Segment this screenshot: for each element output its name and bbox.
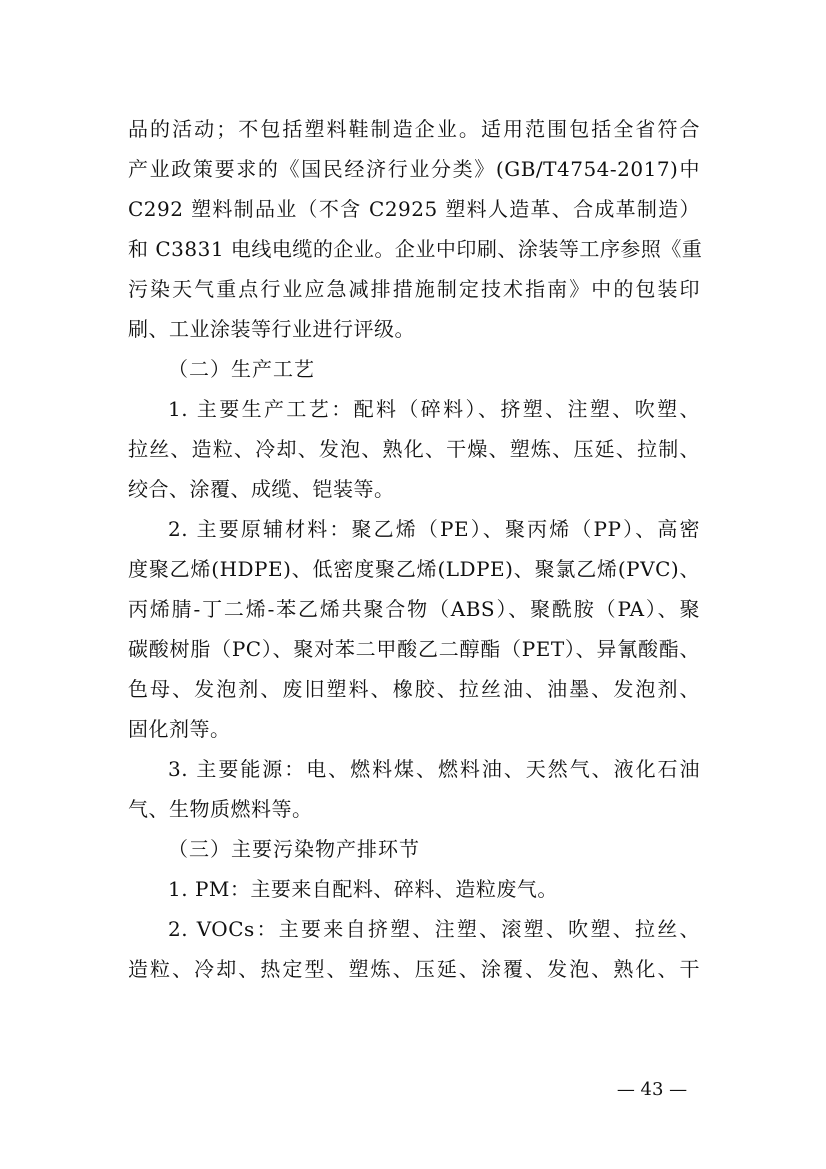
paragraph-line: 绞合、涂覆、成缆、铠装等。 xyxy=(128,477,395,501)
paragraph-line: C292 塑料制品业（不含 C2925 塑料人造革、合成革制造） xyxy=(128,197,700,221)
section-heading: （三）主要污染物产排环节 xyxy=(168,837,420,861)
paragraph-line: 气、生物质燃料等。 xyxy=(128,797,313,821)
paragraph-line: 刷、工业涂装等行业进行评级。 xyxy=(128,317,415,341)
paragraph-line: 丙烯腈-丁二烯-苯乙烯共聚合物（ABS）、聚酰胺（PA）、聚 xyxy=(128,597,700,621)
paragraph-line: 2. 主要原辅材料：聚乙烯（PE）、聚丙烯（PP）、高密 xyxy=(168,517,700,541)
section-heading: （二）生产工艺 xyxy=(168,357,315,381)
paragraph-line: 1. 主要生产工艺：配料（碎料）、挤塑、注塑、吹塑、 xyxy=(168,397,700,421)
paragraph-line: 2. VOCs：主要来自挤塑、注塑、滚塑、吹塑、拉丝、 xyxy=(168,917,700,941)
paragraph-line: 固化剂等。 xyxy=(128,717,231,741)
paragraph-line: 产业政策要求的《国民经济行业分类》(GB/T4754-2017)中 xyxy=(128,157,700,181)
paragraph-line: 和 C3831 电线电缆的企业。企业中印刷、涂装等工序参照《重 xyxy=(128,237,703,261)
paragraph-line: 品的活动；不包括塑料鞋制造企业。适用范围包括全省符合 xyxy=(128,117,700,141)
paragraph-line: 造粒、冷却、热定型、塑炼、压延、涂覆、发泡、熟化、干 xyxy=(128,957,700,981)
paragraph-line: 1. PM：主要来自配料、碎料、造粒废气。 xyxy=(168,877,558,901)
paragraph-line: 污染天气重点行业应急减排措施制定技术指南》中的包装印 xyxy=(128,277,700,301)
paragraph-line: 碳酸树脂（PC）、聚对苯二甲酸乙二醇酯（PET）、异氰酸酯、 xyxy=(128,637,700,661)
paragraph-line: 色母、发泡剂、废旧塑料、橡胶、拉丝油、油墨、发泡剂、 xyxy=(128,677,700,701)
page-number: — 43 — xyxy=(616,1079,688,1100)
paragraph-line: 度聚乙烯(HDPE)、低密度聚乙烯(LDPE)、聚氯乙烯(PVC)、 xyxy=(128,557,700,581)
paragraph-line: 拉丝、造粒、冷却、发泡、熟化、干燥、塑炼、压延、拉制、 xyxy=(128,437,700,461)
paragraph-line: 3. 主要能源：电、燃料煤、燃料油、天然气、液化石油 xyxy=(168,757,700,781)
